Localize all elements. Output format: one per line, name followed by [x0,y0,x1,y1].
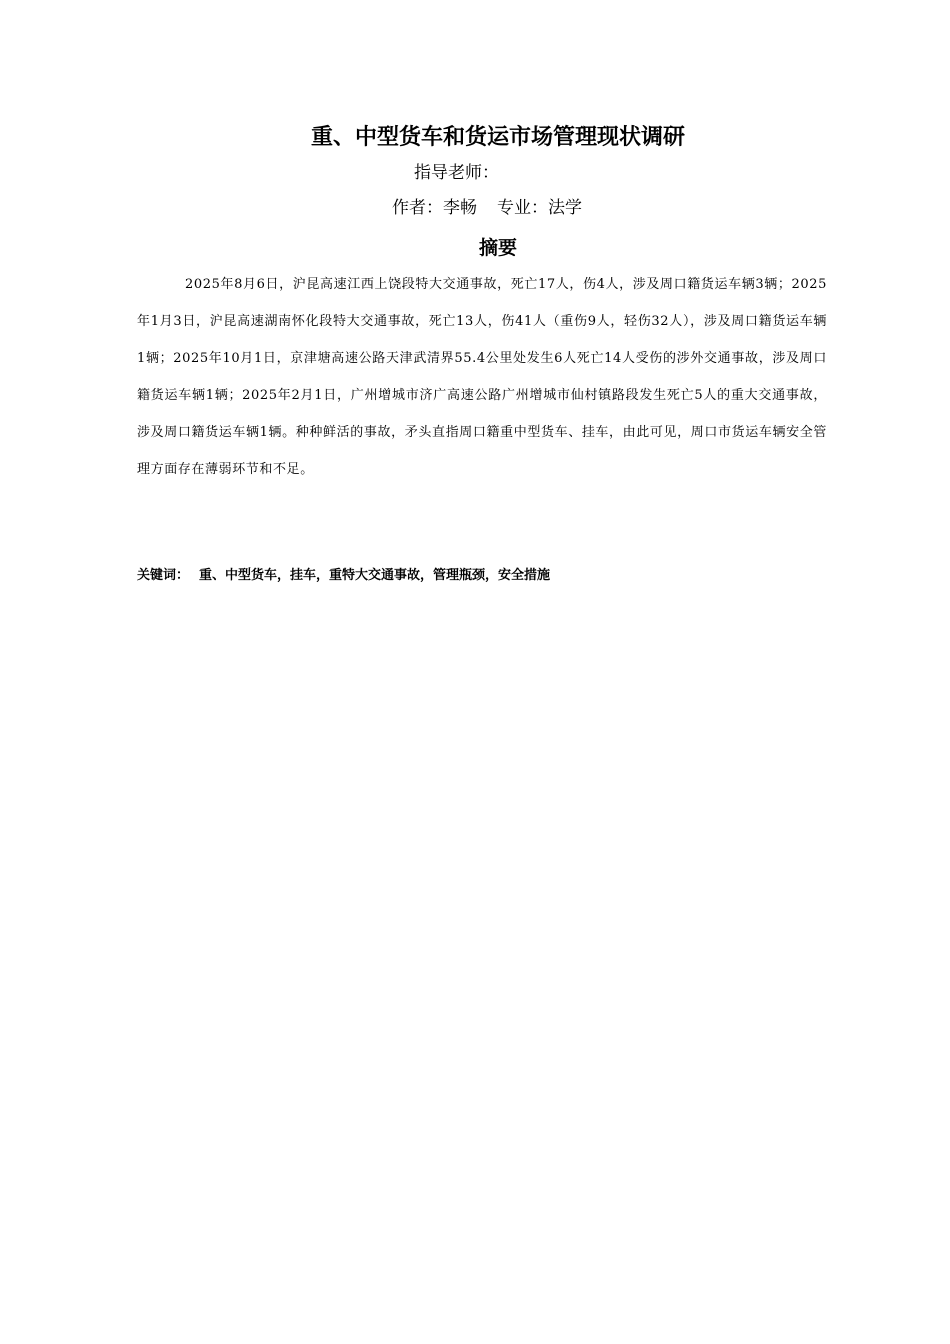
keywords-line [137,563,827,589]
author-line [392,195,582,221]
author-major: 专业：法学 [497,198,582,218]
abstract-heading: 摘要 [478,237,517,259]
document-title: 重、中型货车和货运市场管理现状调研 [310,125,685,150]
keywords-text: 重、中型货车，挂车，重特大交通事故，管理瓶颈，安全措施 [199,568,551,583]
keywords-label: 关键词： [137,568,190,583]
abstract-body: 2025年8月6日，沪昆高速江西上饶段特大交通事故，死亡17人，伤4人，涉及周口籍货运车辆3辆；2025年1月3日，沪昆高速湖南怀化段特大交通事故，死亡13人，伤41人（重伤9人，轻伤32人），涉及周口籍货运车辆1辆；2025年10月1日，京津塘高速公路天津武清界55.4公里处发生6人死亡14人受伤的涉外交通事故，涉及周口籍货运车辆1辆；2025年2月1日，广州增城市济广高速公路广州增城市仙村镇路段发生死亡5人的重大交通事故，涉及周口籍货运车辆1辆。种种鲜活的事故，矛头直指周口籍重中型货车、挂车，由此可见，周口市货运车辆安全管理方面存在薄弱环节和不足。 [137,277,827,477]
advisor-line: 指导老师： [414,163,499,183]
author-name: 作者：李畅 [392,198,477,218]
